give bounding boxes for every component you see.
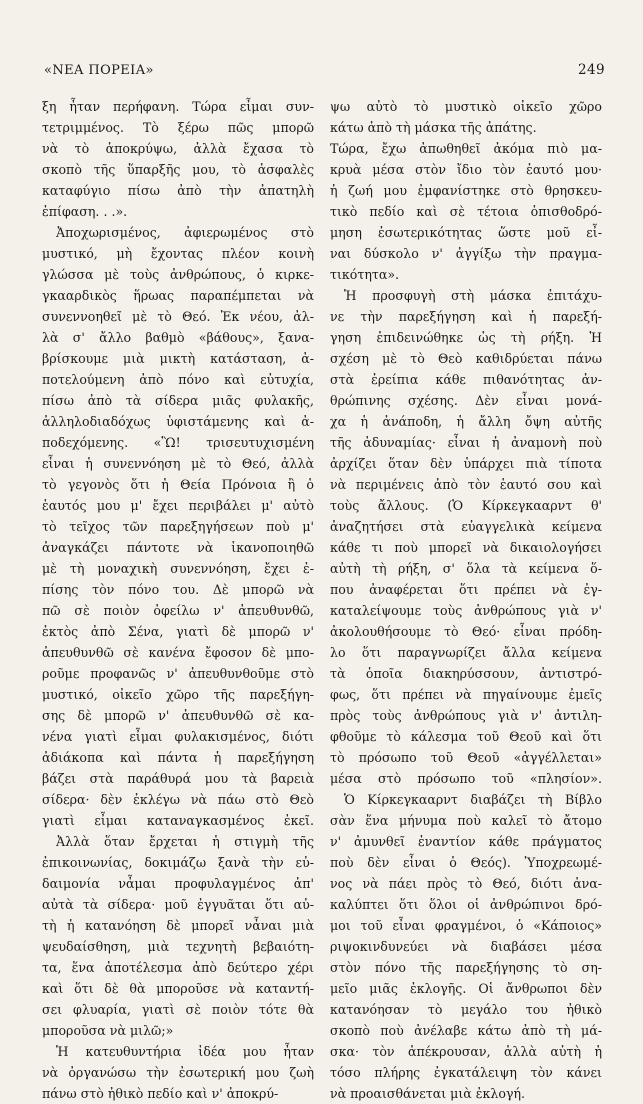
journal-title: «ΝΕΑ ΠΟΡΕΙΑ» [44, 63, 154, 78]
text-line: τοὺς ἄλλους. (Ὁ Κίρκεγκααρντ θ' [330, 498, 602, 513]
text-line: Ἀλλὰ ὅταν ἔρχεται ἡ στιγμὴ τῆς [56, 834, 314, 849]
text-line: ν' ἀμυνθεῖ ἐναντίον κάθε πράγματος [330, 834, 602, 849]
text-line: σκοπὸ ποὺ ἀνέλαβε κάτω ἀπὸ τὴ μά- [330, 1023, 602, 1038]
text-line: σχέση μὲ τὸ Θεὸ καθιδρύεται πάνω [330, 351, 602, 366]
text-line: πίσης τὸν πόνο του. Δὲ μπορῶ νὰ [42, 582, 314, 597]
text-line: σης δὲ μπορῶ ν' ἀπευθυνθῶ σὲ κα- [42, 708, 314, 723]
text-line: μὲ τὴ μοναχικὴ συνεννόηση, ἔχει ἐ- [42, 561, 314, 576]
text-line: βρίσκουμε μιὰ μικτὴ κατάσταση, ἀ- [42, 351, 314, 366]
text-line: καταφύγιο πίσω ἀπὸ τὴν ἀπατηλὴ [42, 183, 314, 198]
text-line: καὶ ὅτι δὲ θὰ μποροῦσε νὰ καταντή- [42, 981, 314, 996]
text-line: σὰν ἕνα μήνυμα ποὺ καλεῖ τὸ ἄτομο [330, 813, 602, 828]
text-line: Τώρα, ἔχω ἀπωθηθεῖ ἀκόμα πιὸ μα- [330, 141, 602, 156]
text-line: ἀναζητήσει στὰ εὐαγγελικὰ κείμενα [330, 519, 602, 534]
text-line: τετριμμένος. Τὸ ξέρω πῶς μπορῶ [42, 120, 314, 135]
text-line: ἀδιάκοπα καὶ πάντα ἡ παρεξήγηση [42, 750, 314, 765]
text-line: μοι τοῦ εἶναι φραγμένοι, ὁ «Κάποιος» [330, 918, 602, 933]
text-line: ἀκολουθήσουμε τὸ Θεό· εἶναι πρόδη- [330, 624, 602, 639]
text-line: εἶναι ἡ συνεννόηση μὲ τὸ Θεό, ἀλλὰ [42, 456, 314, 471]
text-line: θρώπινης σχέσης. Δὲν εἶναι μονά- [330, 393, 602, 408]
text-line: γιατὶ εἶμαι καταναγκασμένος ἐκεῖ. [42, 813, 314, 828]
text-line: ἡ ζωή μου ἐμφανίστηκε στὸ θρησκευ- [330, 183, 602, 198]
text-line: σει φλυαρία, γιατὶ σὲ ποιὸν τότε θὰ [42, 1002, 314, 1017]
text-line: ἀλληλοδιαδόχως ὑφιστάμενης καὶ ἀ- [42, 414, 314, 429]
text-line: Ἡ προσφυγὴ στὴ μάσκα ἐπιτάχυ- [344, 288, 602, 303]
text-line: νὰ τὸ ἀποκρύψω, ἀλλὰ ἔχασα τὸ [42, 141, 314, 156]
text-line: μυστικό, μὴ ἔχοντας πλέον κοινὴ [42, 246, 314, 261]
text-line: τικότητα». [330, 267, 400, 282]
text-line: ποτελούμενη ἀπὸ πόνο καὶ εὐτυχία, [42, 372, 314, 387]
text-column-left [42, 96, 314, 1104]
text-line: καταλείψουμε τοὺς ἀνθρώπους γιὰ ν' [330, 603, 602, 618]
text-line: μποροῦσα νὰ μιλῶ;» [42, 1023, 174, 1038]
text-line: τὸ τεῖχος τῶν παρεξηγήσεων ποὺ μ' [42, 519, 314, 534]
text-line: ἀρχίζει ὅταν δὲν ὑπάρχει πιὰ τίποτα [330, 456, 602, 471]
text-line: γλώσσα μὲ τοὺς ἀνθρώπους, ὁ κιρκε- [42, 267, 314, 282]
text-line: φως, ὅτι πρέπει νὰ πηγαίνουμε ἐμεῖς [330, 687, 602, 702]
text-line: γκααρδικὸς ἥρωας παραπέμπεται νὰ [42, 288, 314, 303]
text-line: μυστικό, οἰκεῖο χῶρο τῆς παρεξήγη- [42, 687, 314, 702]
text-line: ψευδαίσθηση, μιὰ τεχνητὴ βεβαιότη- [42, 939, 314, 954]
text-line: τὸ πρόσωπο τοῦ Θεοῦ «ἀγγέλλεται» [330, 750, 602, 765]
text-line: ἀναγκάζει πάντοτε νὰ ἱκανοποιηθῶ [42, 540, 314, 555]
text-line: στὰ ἐρείπια κάθε πιθανότητας ἀν- [330, 372, 602, 387]
running-head [44, 62, 605, 78]
text-line: βάζει στὰ παράθυρά μου τὰ βαρειὰ [42, 771, 314, 786]
text-line: αὐτὴ τὴ ρήξη, σ' ὅλα τὰ κείμενα ὅ- [330, 561, 602, 576]
text-line: ξη ἦταν περήφανη. Τώρα εἶμαι συν- [42, 99, 314, 114]
text-line: Ἀποχωρισμένος, ἀφιερωμένος στὸ [56, 225, 314, 240]
text-line: τα, ἕνα ἀποτέλεσμα ἀπὸ δεύτερο χέρι [42, 960, 314, 975]
text-line: ἑαυτός μου μ' ἔχει περιβάλει μ' αὐτὸ [42, 498, 314, 513]
text-line: νὰ περιμένεις ἀπὸ τὸν ἑαυτό σου καὶ [330, 477, 602, 492]
text-line: ἐπικοινωνίας, δοκιμάζω ξανὰ τὴν εὐ- [42, 855, 314, 870]
text-line: τῆς ἀδυναμίας· εἶναι ἡ ἀναμονὴ ποὺ [330, 435, 602, 450]
text-line: μεῖο μιᾶς ἐκλογῆς. Οἱ ἄνθρωποι δὲν [330, 981, 602, 996]
text-line: Ὁ Κίρκεγκααρντ διαβάζει τὴ Βίβλο [344, 792, 602, 807]
text-line: Ἡ κατευθυντήρια ἰδέα μου ἦταν [56, 1044, 314, 1059]
text-line: γηση ἐπιδεινώθηκε ὡς τὴ ρήξη. Ἡ [330, 330, 602, 345]
text-line: φθοῦμε τὸ κάλεσμα τοῦ Θεοῦ καὶ ὅτι [330, 729, 602, 744]
text-line: τὰ ὁποῖα διακηρύσσουν, ἀντιστρό- [330, 666, 602, 681]
text-line: ποὺ δὲν εἶναι ὁ Θεός). Ὑποχρεωμέ- [330, 855, 602, 870]
text-line: τόσο πλήρης ἐγκατάλειψη τὸν κάνει [330, 1065, 602, 1080]
text-line: λὰ σ' ἄλλο βαθμὸ «βάθους», ξανα- [42, 330, 314, 345]
text-line: πρὸς τοὺς ἀνθρώπους γιὰ ν' ἀντιλη- [330, 708, 602, 723]
text-line: τὴ ἡ κατανόηση δὲ μπορεῖ νἆναι μιὰ [42, 918, 314, 933]
text-line: μέσα στὸ πρόσωπο τοῦ «πλησίον». [330, 771, 602, 786]
text-line: αὐτὰ τὰ σίδερα· μοῦ ἐγγυᾶται ὅτι αὐ- [42, 897, 314, 912]
text-line: νὰ ὀργανώσω τὴν ἐσωτερική μου ζωὴ [42, 1065, 314, 1080]
text-line: στὸν πόνο τῆς παρεξήγησης τὸ ση- [330, 960, 602, 975]
text-line: ἐπίφαση. . .». [42, 204, 128, 219]
text-line: ροῦμε προφανῶς ν' ἀπευθυνθοῦμε στὸ [42, 666, 314, 681]
text-line: ἐκτὸς ἀπὸ Σένα, γιατὶ δὲ μπορῶ ν' [42, 624, 314, 639]
text-line: σκα· τὸν ἀπέκρουσαν, ἀλλὰ αὐτὴ ἡ [330, 1044, 602, 1059]
text-line: που ἀναφέρεται ὅτι πρέπει νὰ ἐγ- [330, 582, 602, 597]
text-line: τὸ γεγονὸς ὅτι ἡ Θεία Πρόνοια ἢ ὁ [42, 477, 314, 492]
text-line: σκοπὸ τῆς ὕπαρξῆς μου, τὸ ἀσφαλὲς [42, 162, 314, 177]
text-line: ψω αὐτὸ τὸ μυστικὸ οἰκεῖο χῶρο [330, 99, 602, 114]
text-line: νένα γιατὶ εἶμαι φυλακισμένος, διότι [42, 729, 314, 744]
text-column-right [330, 96, 602, 1104]
text-line: ναι δύσκολο ν' ἀγγίξω τὴν πραγμα- [330, 246, 602, 261]
text-line: σίδερα· δὲν ἐκλέγω νὰ πάω στὸ Θεὸ [42, 792, 314, 807]
text-line: νος νὰ πάει πρὸς τὸ Θεό, διότι ἀνα- [330, 876, 602, 891]
text-line: χα ἡ ἀνάποδη, ἡ ἄλλη ὄψη αὐτῆς [330, 414, 602, 429]
text-line: τικὸ πεδίο καὶ σὲ τέτοια ὁπισθοδρό- [330, 204, 602, 219]
text-line: καλύπτει ὅτι ὅλοι οἱ ἀνθρώπινοι δρό- [330, 897, 602, 912]
text-line: δαιμονία νἆμαι προφυλαγμένος ἀπ' [42, 876, 314, 891]
text-line: πάνω στὸ ἠθικὸ πεδίο καὶ ν' ἀποκρύ- [42, 1086, 279, 1101]
text-line: ριψοκινδυνεύει νὰ διαβάσει μέσα [330, 939, 602, 954]
text-line: κατανόησαν τὸ μεγάλο του ἠθικὸ [330, 1002, 602, 1017]
text-line: πῶ σὲ ποιὸν ὀφείλω ν' ἀπευθυνθῶ, [42, 603, 314, 618]
text-line: κρυὰ μέσα στὸν ἴδιο τὸν ἑαυτό μου· [330, 162, 602, 177]
text-line: πίσω ἀπὸ τὰ σίδερα μιᾶς φυλακῆς, [42, 393, 314, 408]
page-number: 249 [578, 62, 605, 78]
text-line: κάθε τι ποὺ μπορεῖ νὰ δικαιολογήσει [330, 540, 602, 555]
text-line: μηση ἐσωτερικότητας ὥστε μοῦ εἶ- [330, 225, 602, 240]
text-line: συνεννοηθεῖ μὲ τὸ Θεό. Ἐκ νέου, ἀλ- [42, 309, 314, 324]
text-line: κάτω ἀπὸ τὴ μάσκα τῆς ἀπάτης. [330, 120, 537, 135]
text-line: νὰ προαισθάνεται μιὰ ἐκλογή. [330, 1086, 526, 1101]
text-line: λο ὅτι παραγνωρίζει ἄλλα κείμενα [330, 645, 602, 660]
text-line: ποδεχόμενης. «Ὢ! τρισευτυχισμένη [42, 435, 314, 450]
text-line: νε τὴν παρεξήγηση καὶ ἡ παρεξή- [330, 309, 602, 324]
text-line: ἀπευθυνθῶ σὲ κανένα ἔφοσον δὲ μπο- [42, 645, 314, 660]
